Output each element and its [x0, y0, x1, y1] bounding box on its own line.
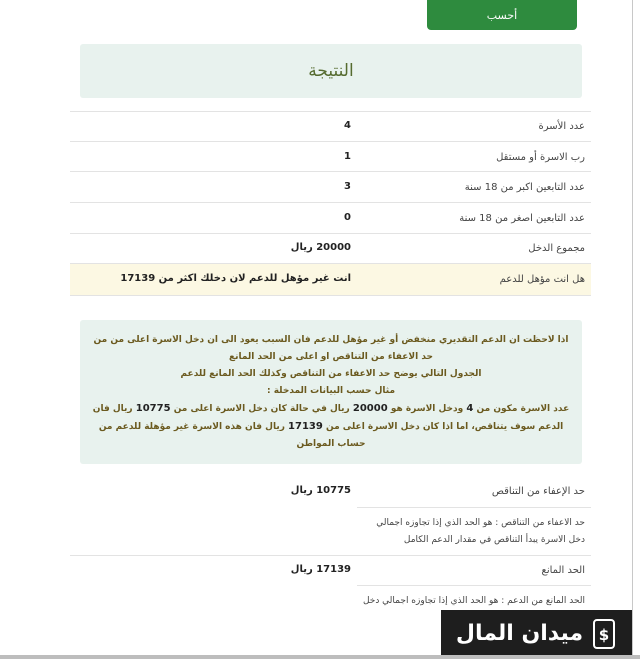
info-example: عدد الاسرة مكون من 4 ودخل الاسرة هو 20000 ريال في حالة كان دخل الاسرة اعلى من 10775 ريال فان الدعم سوف يتناقص، اما اذا كان دخل الاسرة اعلى من 17139 ريال فان هذه الاسرة غير مؤهلة للدعم من حساب المواطن: [92, 403, 570, 449]
row-value: 20000 ريال: [290, 242, 351, 253]
eligibility-status: انت غير مؤهل للدعم لان دخلك اكثر من 17139: [120, 273, 351, 284]
page-right-border: [632, 0, 633, 655]
row-value: 0: [344, 212, 351, 223]
row-value: 17139 ريال: [290, 564, 351, 575]
info-table-note: الجدول التالي يوضح حد الاعفاء من التناقص وكذلك الحد المانع للدعم: [180, 369, 482, 379]
calculate-button[interactable]: أحسب: [427, 0, 577, 30]
row-value: 4: [344, 120, 351, 131]
brand-logo: [441, 610, 632, 657]
row-label: عدد الأسرة: [538, 121, 585, 132]
row-value: 3: [344, 181, 351, 192]
row-label: الحد المانع: [541, 565, 585, 576]
info-explanation: اذا لاحظت ان الدعم التقديري منخفض أو غير مؤهل للدعم فان السبب يعود الى ان دخل الاسرة اعلى من من حد الاعفاء من التناقص او اعلى من الحد المانع: [93, 335, 569, 362]
ceiling-definition: الحد المانع من الدعم : هو الحد الذي إذا تجاوزه اجمالي دخل: [357, 585, 591, 635]
dependents-over-18-row: [70, 171, 591, 203]
result-header: [80, 44, 582, 98]
dependents-under-18-row: [70, 202, 591, 234]
result-title: النتيجة: [308, 61, 354, 81]
row-label: عدد التابعين اكبر من 18 سنة: [464, 182, 585, 193]
row-label: هل انت مؤهل للدعم: [499, 274, 585, 285]
row-label: عدد التابعين اصغر من 18 سنة: [459, 213, 585, 224]
family-count-row: [70, 111, 591, 142]
brand-logo-text: ميدان المال: [455, 621, 584, 646]
money-phone-icon: [591, 619, 617, 649]
info-example-heading: مثال حسب البيانات المدخلة :: [266, 386, 396, 396]
exemption-definition: حد الاعفاء من التناقص : هو الحد الذي إذا تجاوزه اجمالي دخل الاسرة يبدأ التناقص في مقدار الدعم الكامل: [357, 507, 591, 555]
exemption-row: [70, 477, 591, 507]
info-panel: [80, 320, 582, 464]
horizontal-scrollbar[interactable]: [0, 655, 640, 659]
row-label: حد الإعفاء من التناقص: [491, 486, 585, 497]
row-value: 10775 ريال: [290, 485, 351, 496]
row-label: رب الاسرة أو مستقل: [496, 152, 585, 163]
svg-text:$: $: [598, 625, 610, 644]
row-value: 1: [344, 151, 351, 162]
eligibility-row: [70, 263, 591, 296]
head-of-family-row: [70, 141, 591, 172]
total-income-row: [70, 233, 591, 264]
ceiling-row: [70, 555, 591, 586]
row-label: مجموع الدخل: [528, 243, 585, 254]
